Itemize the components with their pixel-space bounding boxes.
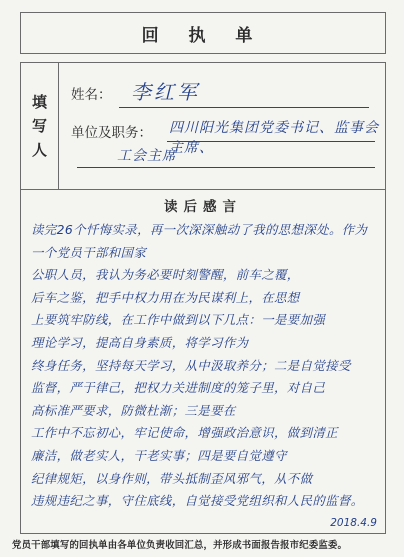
unit-label: 单位及职务： [71, 125, 152, 141]
date-value: 2018.4.9 [330, 517, 377, 529]
unit-value-line2: 工会主席 [117, 148, 177, 164]
filler-label: 填写人 [31, 93, 47, 159]
filler-label-cell [21, 63, 59, 189]
name-label: 姓名： [71, 87, 112, 103]
unit-value-line1: 四川阳光集团党委书记、监事会主席、 [169, 120, 379, 156]
name-underline [119, 107, 369, 108]
title-box [20, 12, 386, 54]
section-divider [21, 189, 385, 190]
name-value: 李红军 [131, 80, 200, 104]
receipt-form [20, 62, 386, 534]
page-title: 回 执 单 [141, 25, 265, 46]
unit-underline-1 [167, 141, 375, 142]
unit-underline-2 [77, 167, 375, 168]
footer-note: 党员干部填写的回执单由各单位负责收回汇总，并形成书面报告报市纪委监委。 [12, 540, 348, 551]
reflection-text: 读完26个忏悔实录，再一次深深触动了我的思想深处。作为一个党员干部和国家 公职人员，我认为务必要时刻警醒，前车之覆， 后车之鉴，把手中权力用在为民谋利上，在思想 上要筑牢防线，在工作中做到以下几点：一是要加强 理论学习，提高自身素质，将学习作为 终身任务，坚持每天学习，从中汲取养分；二是自觉接受 监督，严于律己，把权力关进制度的笼子里，对自己 高标准严要求，防微杜渐；三是要在 工作中不忘初心，牢记使命，增强政治意识，做到清正 廉洁，做老实人，干老实事；四是要自觉遵守 纪律规矩，以身作则，带头抵制歪风邪气，从不做 违规违纪之事，守住底线，自觉接受党组织和人民的监督。 [31, 222, 368, 509]
section-title: 读后感言 [164, 199, 242, 215]
